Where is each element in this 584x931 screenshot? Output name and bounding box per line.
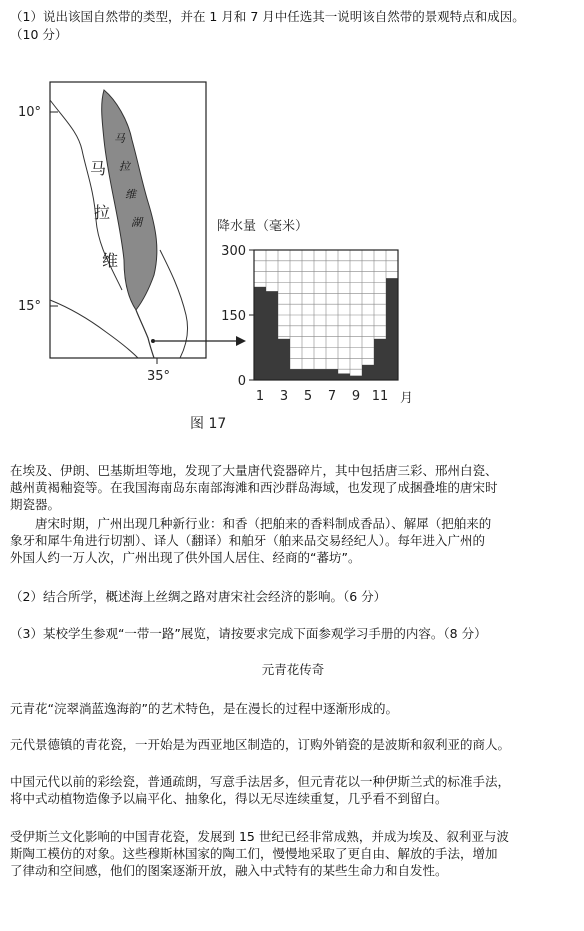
question3: （3）某校学生参观“一带一路”展览，请按要求完成下面参观学习手册的内容。（8 分） (10, 626, 487, 641)
passage1-p1-line2: 越州黄褐釉瓷等。在我国海南岛东南部海滩和西沙群岛海域，也发现了成捆叠堆的唐宋时 (10, 480, 498, 495)
bar-month-9 (350, 376, 362, 380)
x-tick-label-5: 5 (303, 389, 313, 404)
figure-caption: 图 17 (190, 416, 227, 432)
article-para4-line1: 受伊斯兰文化影响的中国青花瓷，发展到 15 世纪已经非常成熟，并成为埃及、叙利亚与波 (10, 829, 509, 844)
passage1-p2-line1: 唐宋时期，广州出现几种新行业：和香（把舶来的香料制成香品）、解犀（把舶来的 (10, 516, 492, 531)
x-tick-label-3: 3 (279, 389, 289, 404)
country-char-3: 维 (102, 251, 119, 270)
article-para2: 元代景德镇的青花瓷，一开始是为西亚地区制造的，订购外销瓷的是波斯和叙利亚的商人。 (10, 737, 511, 752)
lake-char-4: 湖 (131, 216, 142, 229)
bar-month-1 (254, 287, 266, 380)
x-tick-label-9: 9 (351, 389, 361, 404)
article-para3-line1: 中国元代以前的彩绘瓷，普通疏朗，写意手法居多，但元青花以一种伊斯兰式的标准手法， (10, 774, 511, 789)
question1-line2: （10 分） (10, 27, 68, 42)
precipitation-chart (221, 244, 413, 406)
y-tick-label-300: 300 (221, 244, 246, 259)
country-char-2: 拉 (94, 203, 111, 222)
passage1-p1-line3: 期瓷器。 (10, 497, 61, 512)
figure-17 (10, 70, 430, 440)
bar-month-5 (302, 369, 314, 380)
article-para4-line2: 斯陶工模仿的对象。这些穆斯林国家的陶工们，慢慢地采取了更自由、解放的手法，增加 (10, 846, 498, 861)
bar-month-6 (314, 369, 326, 380)
x-tick-label-7: 7 (327, 389, 337, 404)
bar-month-3 (278, 339, 290, 380)
passage1-p1-line1: 在埃及、伊朗、巴基斯坦等地，发现了大量唐代瓷器碎片，其中包括唐三彩、邢州白瓷、 (10, 463, 498, 478)
label-lon-35: 35° (147, 369, 171, 384)
question2: （2）结合所学，概述海上丝绸之路对唐宋社会经济的影响。（6 分） (10, 589, 387, 604)
x-tick-label-11: 11 (371, 389, 389, 404)
article-para4-line3: 了律动和空间感，他们的图案逐渐开放，融入中式特有的某些生命力和自发性。 (10, 863, 448, 878)
passage1-p2-line3: 外国人约一万人次，广州出现了供外国人居住、经商的“蕃坊”。 (10, 550, 361, 565)
bar-month-4 (290, 369, 302, 380)
bar-month-7 (326, 369, 338, 380)
lake-char-3: 维 (125, 188, 136, 201)
x-tick-label-1: 1 (255, 389, 265, 404)
article-para1: 元青花“浣翠淌蓝逸海韵”的艺术特色，是在漫长的过程中逐渐形成的。 (10, 701, 398, 716)
bar-month-10 (362, 365, 374, 380)
lake-char-2: 拉 (119, 160, 130, 173)
passage1-p2-line2: 象牙和犀牛角进行切割）、译人（翻译）和舶牙（舶来品交易经纪人）。每年进入广州的 (10, 533, 486, 548)
article-para3-line2: 将中式动植物造像予以扁平化、抽象化，得以无尽连续重复，几乎看不到留白。 (10, 791, 448, 806)
bar-month-8 (338, 374, 350, 381)
article-title: 元青花传奇 (261, 662, 325, 677)
location-marker (151, 339, 155, 343)
chart-ylabel: 降水量（毫米） (217, 219, 309, 234)
x-axis-unit: 月 (400, 391, 414, 406)
bar-month-12 (386, 278, 398, 380)
lake-char-1: 马 (114, 132, 125, 145)
bar-month-11 (374, 339, 386, 380)
label-lat-10: 10° (18, 105, 42, 120)
figure-svg (10, 70, 430, 440)
bar-month-2 (266, 291, 278, 380)
question1-line1: （1）说出该国自然带的类型，并在 1 月和 7 月中任选其一说明该自然带的景观特点和成因。 (10, 9, 525, 24)
arrow-head (236, 336, 246, 346)
y-tick-label-0: 0 (237, 374, 246, 389)
label-lat-15: 15° (18, 299, 42, 314)
y-tick-label-150: 150 (221, 309, 246, 324)
country-char-1: 马 (90, 159, 107, 178)
